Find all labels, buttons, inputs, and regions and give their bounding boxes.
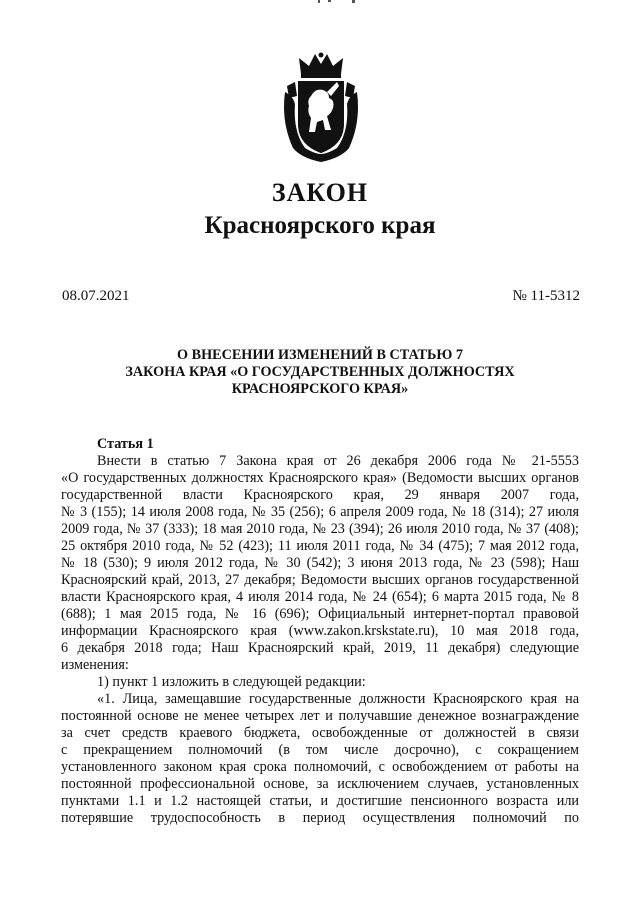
document-number: № 11-5312 [512,288,580,304]
body-line: постоянной основе не менее четырех лет и получавшие денежное вознаграждение [61,708,579,724]
heading-line: ЗАКОНА КРАЯ «О ГОСУДАРСТВЕННЫХ ДОЛЖНОСТЯХ [125,364,515,380]
body-line: установленного законом края срока полномочий, с освобождением от работы на [61,759,579,775]
body-line: 2009 года, № 37 (333); 18 мая 2010 года, № 23 (394); 26 июля 2010 года, № 37 (408); [61,521,579,537]
body-line: № 3 (155); 14 июля 2008 года, № 35 (256); 6 апреля 2009 года, № 18 (314); 27 июля [61,504,579,520]
document-subtitle: Красноярского края [204,212,436,239]
document-title: ЗАКОН [271,178,369,207]
body-line: государственной власти Красноярского края, 29 января 2007 года, [61,487,579,503]
article-body [61,436,579,827]
body-line: пунктами 1.1 и 1.2 настоящей статьи, и достигшие пенсионного возраста или [61,793,579,809]
body-line: с прекращением полномочий (в том числе досрочно), с сокращением [61,742,579,758]
body-line: 25 октября 2010 года, № 52 (423); 11 июля 2011 года, № 34 (475); 7 мая 2012 года, [61,538,579,554]
law-heading [80,347,560,398]
body-line: 6 декабря 2018 года; Наш Красноярский край, 2019, 11 декабря) следующие [61,640,579,656]
document-date: 08.07.2021 [62,288,130,304]
body-line: изменения: [61,657,129,673]
heading-line: О ВНЕСЕНИИ ИЗМЕНЕНИЙ В СТАТЬЮ 7 [177,347,463,363]
body-line: Красноярский край, 2013, 27 декабря; Ведомости высших органов государственной [61,572,579,588]
body-line: Внести в статью 7 Закона края от 26 декабря 2006 года № 21-5553 [97,453,579,469]
coat-of-arms-emblem [279,52,363,164]
body-line: за счет средств краевого бюджета, освобожденные от должностей в связи [61,725,579,741]
body-line: № 18 (530); 9 июля 2012 года, № 30 (542); 3 июня 2013 года, № 23 (598); Наш [61,555,579,571]
body-line: (688); 1 мая 2015 года, № 16 (696); Официальный интернет-портал правовой [61,606,579,622]
body-line: «1. Лица, замещавшие государственные должности Красноярского края на [97,691,579,707]
body-line: потерявшие трудоспособность в период осуществления полномочий по [61,810,579,826]
article-title: Статья 1 [97,436,154,452]
scan-top-marks [0,0,640,8]
body-line: 1) пункт 1 изложить в следующей редакции: [97,674,366,690]
heading-line: КРАСНОЯРСКОГО КРАЯ» [231,381,409,397]
body-line: постоянной профессиональной основе, за исключением случаев, установленных [61,776,579,792]
body-line: власти Красноярского края, 4 июля 2014 года, № 24 (654); 6 марта 2015 года, № 8 [61,589,579,605]
body-line: «О государственных должностях Красноярского края» (Ведомости высших органов [61,470,579,486]
body-line: информации Красноярского края (www.zakon.krskstate.ru), 10 мая 2018 года, [61,623,579,639]
